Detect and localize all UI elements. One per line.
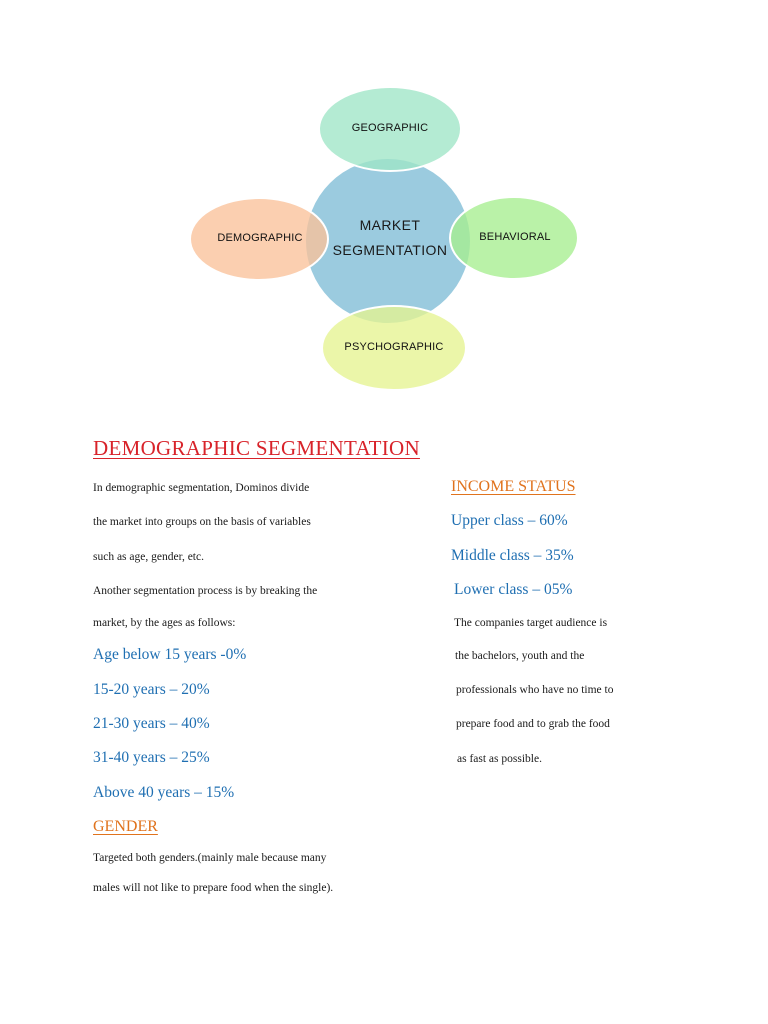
audience-line-4: prepare food and to grab the food — [456, 718, 610, 730]
gender-text-line-2: males will not like to prepare food when the single). — [93, 882, 334, 894]
demographic-label: DEMOGRAPHIC — [217, 232, 303, 244]
audience-line-2: the bachelors, youth and the — [455, 650, 585, 662]
intro-line-4: Another segmentation process is by breaking the — [93, 585, 318, 597]
income-item-1: Upper class – 60% — [451, 512, 568, 529]
audience-line-5: as fast as possible. — [457, 753, 542, 765]
geographic-label: GEOGRAPHIC — [351, 122, 429, 134]
behavioral-label: BEHAVIORAL — [479, 231, 551, 243]
market-segmentation-diagram — [0, 0, 768, 400]
page-title: DEMOGRAPHIC SEGMENTATION — [93, 436, 420, 460]
age-item-5: Above 40 years – 15% — [93, 784, 235, 801]
center-label — [318, 213, 462, 263]
psychographic-label: PSYCHOGRAPHIC — [344, 341, 444, 353]
age-item-2: 15-20 years – 20% — [93, 681, 210, 698]
audience-line-1: The companies target audience is — [454, 617, 608, 629]
income-item-2: Middle class – 35% — [451, 547, 574, 564]
gender-heading: GENDER — [93, 818, 158, 835]
age-item-1: Age below 15 years -0% — [93, 646, 247, 663]
center-label-line-1: MARKET — [359, 217, 421, 233]
income-status-heading: INCOME STATUS — [451, 478, 576, 495]
intro-line-1: In demographic segmentation, Dominos divide — [93, 482, 310, 494]
intro-line-5: market, by the ages as follows: — [93, 617, 236, 629]
audience-line-3: professionals who have no time to — [456, 684, 614, 696]
income-item-3: Lower class – 05% — [454, 581, 573, 598]
intro-line-3: such as age, gender, etc. — [93, 551, 204, 563]
gender-text-line-1: Targeted both genders.(mainly male because many — [93, 852, 327, 864]
intro-line-2: the market into groups on the basis of variables — [93, 516, 311, 528]
age-item-4: 31-40 years – 25% — [93, 749, 210, 766]
center-label-line-2: SEGMENTATION — [332, 242, 448, 258]
diagram-shapes — [0, 0, 768, 400]
age-item-3: 21-30 years – 40% — [93, 715, 210, 732]
